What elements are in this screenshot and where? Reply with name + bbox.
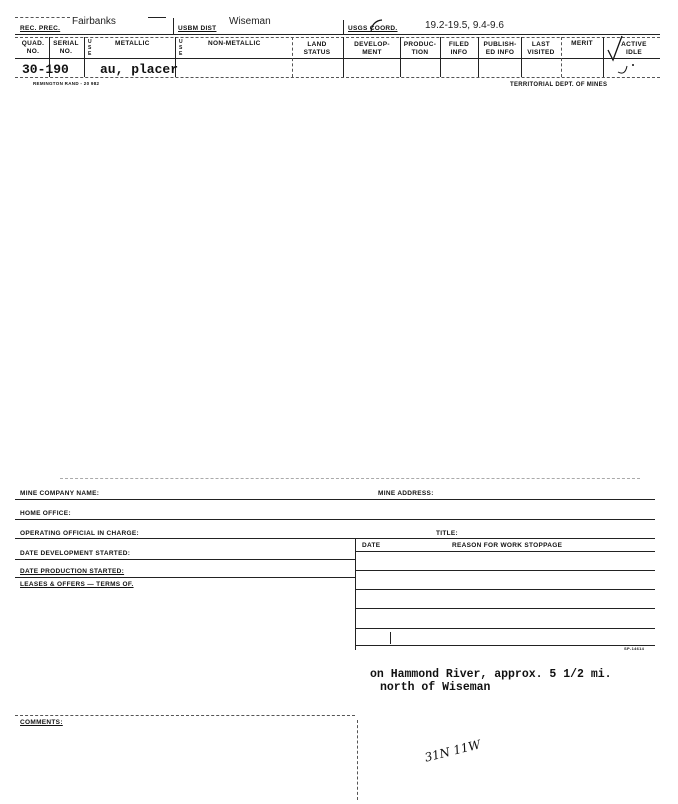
usgs-coord-label: USGS COORD.	[348, 25, 398, 32]
usbm-dist-label: USBM DIST	[178, 25, 217, 32]
metallic-value: au, placer	[100, 62, 179, 77]
date-production-label: DATE PRODUCTION STARTED:	[20, 568, 125, 575]
col-development: DEVELOP-MENT	[354, 41, 390, 56]
handwritten-township: 31N 11W	[423, 737, 483, 765]
col-published-info: PUBLISH-ED INFO	[483, 41, 517, 56]
operating-official-label: OPERATING OFFICIAL IN CHARGE:	[20, 530, 139, 537]
col-filed-info: FILED INFO	[448, 41, 470, 56]
form-number: SP-14614	[624, 646, 645, 651]
rec-prec-value: Fairbanks	[72, 16, 116, 27]
idle-mark	[615, 62, 637, 78]
card-footer-left: REMINGTON RAND - 20 982	[33, 81, 100, 86]
location-note-line2: north of Wiseman	[380, 681, 491, 694]
col-quad-no: QUAD. NO.	[21, 40, 45, 55]
date-development-label: DATE DEVELOPMENT STARTED:	[20, 550, 131, 557]
col-last-visited: LAST VISITED	[527, 41, 555, 56]
coord-checkmark	[368, 18, 388, 34]
title-label: TITLE:	[436, 530, 459, 537]
usgs-coord-value: 19.2-19.5, 9.4-9.6	[425, 20, 504, 31]
col-metallic: METALLIC	[115, 40, 150, 47]
col-land-status: LAND STATUS	[303, 41, 331, 56]
comments-label: COMMENTS:	[20, 719, 63, 726]
company-name-label: MINE COMPANY NAME:	[20, 490, 100, 497]
col-non-metallic: NON-METALLIC	[208, 40, 261, 47]
col-serial-no: SERIAL NO.	[53, 40, 79, 55]
mine-address-label: MINE ADDRESS:	[378, 490, 434, 497]
card-footer-right: TERRITORIAL DEPT. OF MINES	[510, 82, 608, 88]
col-merit: MERIT	[571, 40, 593, 47]
col-use-mark-metallic: U S E	[88, 39, 92, 57]
stoppage-date-label: DATE	[362, 542, 381, 549]
col-production: PRODUC-TION	[403, 41, 437, 56]
quad-serial-value: 30-190	[22, 62, 69, 77]
home-office-label: HOME OFFICE:	[20, 510, 71, 517]
rec-prec-label: REC. PREC.	[20, 25, 61, 32]
leases-label: LEASES & OFFERS — TERMS OF.	[20, 581, 134, 588]
col-active-idle: ACTIVE IDLE	[621, 41, 647, 56]
col-use-mark-nonmetallic: U S E	[179, 39, 183, 57]
usbm-dist-value: Wiseman	[229, 16, 271, 27]
stoppage-reason-label: REASON FOR WORK STOPPAGE	[452, 542, 563, 549]
location-note-line1: on Hammond River, approx. 5 1/2 mi.	[370, 668, 612, 681]
